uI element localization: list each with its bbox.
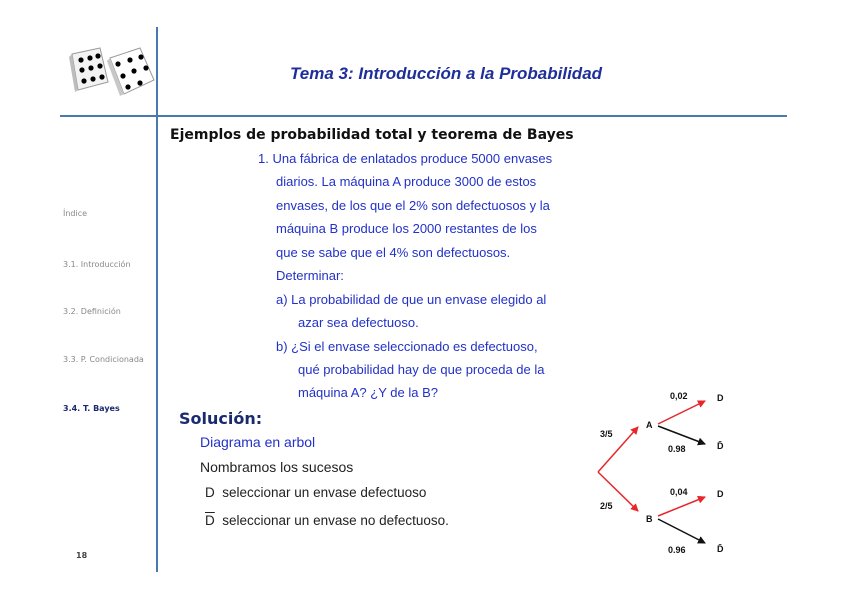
vertical-divider xyxy=(156,27,158,572)
node-b-d: D xyxy=(717,489,724,499)
branch-b-d xyxy=(658,497,705,516)
problem-line: envases, de los que el 2% son defectuosos y la xyxy=(276,198,550,213)
sidebar-item-definicion[interactable]: 3.2. Definición xyxy=(63,307,121,316)
prob-a-d-label: 0,02 xyxy=(670,391,688,401)
problem-line: Determinar: xyxy=(276,268,344,283)
branch-a-dbar xyxy=(658,426,705,444)
problem-line: azar sea defectuoso. xyxy=(298,315,419,330)
event-desc: seleccionar un envase defectuoso xyxy=(222,485,427,500)
node-a: A xyxy=(646,420,653,430)
problem-line: a) La probabilidad de que un envase elegido al xyxy=(276,292,547,307)
node-a-dbar: D̄ xyxy=(717,441,724,451)
node-a-d: D xyxy=(717,393,724,403)
node-b: B xyxy=(646,514,653,524)
sidebar-item-p-condicionada[interactable]: 3.3. P. Condicionada xyxy=(63,355,144,364)
prob-a-label: 3/5 xyxy=(600,429,613,439)
page-number: 18 xyxy=(76,551,88,560)
prob-b-dbar-label: 0.96 xyxy=(668,545,686,555)
event-defective xyxy=(205,485,426,500)
problem-line: b) ¿Si el envase seleccionado es defectuoso, xyxy=(276,339,538,354)
horizontal-divider xyxy=(60,115,787,117)
sidebar-item-indice[interactable]: Índice xyxy=(63,209,88,218)
event-symbol: $\overline{D}$ xyxy=(205,513,215,528)
events-intro: Nombramos los sucesos xyxy=(200,459,354,475)
section-heading: Ejemplos de probabilidad total y teorema de Bayes xyxy=(170,127,574,143)
node-b-dbar: D̄ xyxy=(717,544,724,554)
event-symbol: D xyxy=(205,485,215,500)
sidebar-item-introduccion[interactable]: 3.1. Introducción xyxy=(63,260,131,269)
problem-line: máquina B produce los 2000 restantes de los xyxy=(276,221,537,236)
problem-line: máquina A? ¿Y de la B? xyxy=(298,385,438,400)
problem-line: qué probabilidad hay de que proceda de la xyxy=(298,362,545,377)
prob-a-dbar-label: 0.98 xyxy=(668,444,686,454)
branch-a-d xyxy=(658,401,705,424)
dice-logo-icon xyxy=(68,40,160,102)
event-desc: seleccionar un envase no defectuoso. xyxy=(222,513,449,528)
branch-b-dbar xyxy=(658,519,705,543)
problem-line: 1. Una fábrica de enlatados produce 5000 envases xyxy=(258,151,553,166)
problem-line: que se sabe que el 4% son defectuosos. xyxy=(276,245,511,260)
event-not-defective xyxy=(205,513,449,528)
probability-tree xyxy=(590,385,740,560)
prob-b-d-label: 0,04 xyxy=(670,487,688,497)
sidebar-item-t-bayes[interactable]: 3.4. T. Bayes xyxy=(63,404,120,413)
prob-b-label: 2/5 xyxy=(600,501,613,511)
problem-line: diarios. La máquina A produce 3000 de estos xyxy=(276,174,537,189)
page-title: Tema 3: Introducción a la Probabilidad xyxy=(290,64,603,83)
diagram-label: Diagrama en arbol xyxy=(200,434,316,450)
solution-title: Solución: xyxy=(179,409,263,428)
